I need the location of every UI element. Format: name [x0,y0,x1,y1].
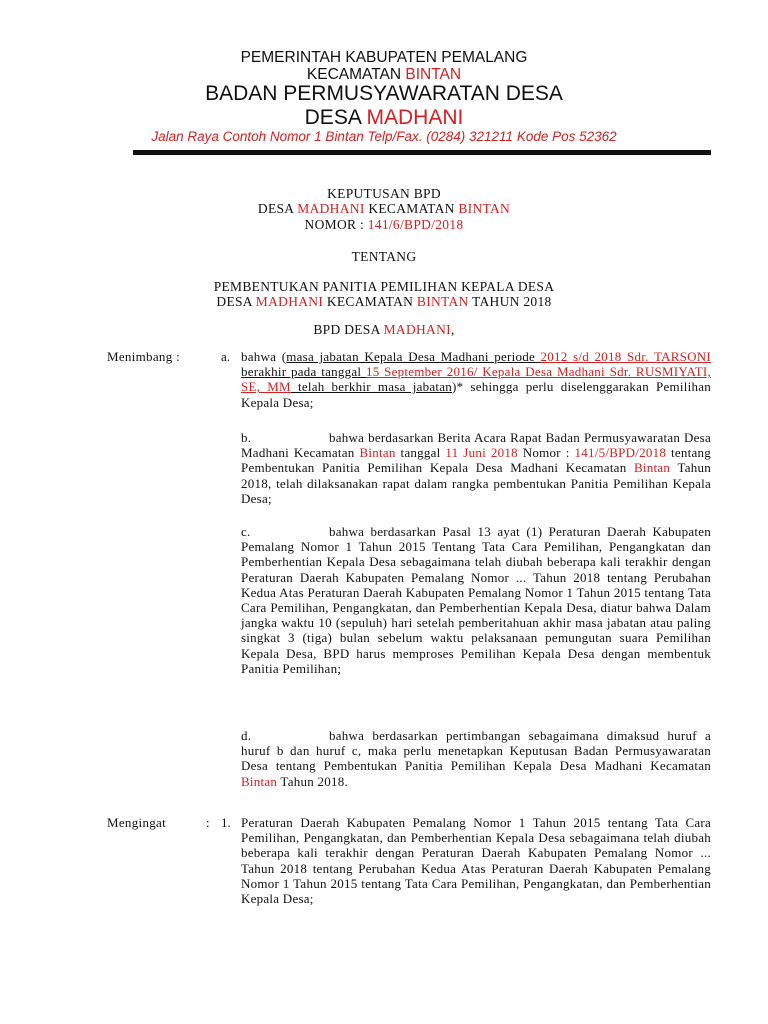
mengingat-colon: : [206,815,210,830]
mengingat-item-1: Peraturan Daerah Kabupaten Pemalang Nomor 1 Tahun 2015 tentang Tata Cara Pemilihan, Pengangkatan, dan Pemberhentian Kepala Desa sebagaimana telah diubah beberapa kali terakhir dengan Peraturan Daerah Kabupaten Pemalang Nomor ... Tahun 2018 tentang Perubahan Kedua Atas Peraturan Daerah Kabupaten Pemalang Nomor 1 Tahun 2015 tentang Tata Cara Pemilihan, Pengangkatan, dan Pemberhentian Kepala Desa; [241,815,711,907]
decree-tentang: TENTANG [351,249,417,264]
mengingat-1-marker: 1. [221,815,231,830]
menimbang-b-marker: b. [241,430,252,445]
decree-village-line: DESA MADHANI KECAMATAN BINTAN [257,201,511,216]
letterhead-agency: BADAN PERMUSYAWARATAN DESA [205,82,563,105]
menimbang-label: Menimbang : [107,349,180,364]
menimbang-a-marker: a. [221,349,231,364]
letterhead-district: KECAMATAN BINTAN [306,66,462,83]
letterhead-village: DESA MADHANI [304,106,464,129]
letterhead-government: PEMERINTAH KABUPATEN PEMALANG [240,49,528,66]
decree-issuer: BPD DESA MADHANI, [313,322,455,337]
letterhead-address: Jalan Raya Contoh Nomor 1 Bintan Telp/Fax. (0284) 321211 Kode Pos 52362 [151,129,617,144]
decree-number: NOMOR : 141/6/BPD/2018 [304,217,464,232]
decree-subject-line2: DESA MADHANI KECAMATAN BINTAN TAHUN 2018 [216,294,552,309]
menimbang-d-marker: d. [241,728,252,743]
menimbang-point-a: bahwa (masa jabatan Kepala Desa Madhani periode 2012 s/d 2018 Sdr. TARSONI berakhir pada tanggal 15 September 2016/ Kepala Desa Madhani Sdr. RUSMIYATI, SE, MM telah berkhir masa jabatan)* sehingga perlu diselenggarakan Pemilihan Kepala Desa; [241,349,711,410]
menimbang-c-marker: c. [241,524,251,539]
menimbang-point-b: b. bahwa berdasarkan Berita Acara Rapat Badan Permusyawaratan Desa Madhani Kecamatan Bintan tanggal 11 Juni 2018 Nomor : 141/5/BPD/2018 tentang Pembentukan Panitia Pemilihan Kepala Desa Madhani Kecamatan Bintan Tahun 2018, telah dilaksanakan rapat dalam rangka pembentukan Panitia Pemilihan Kepala Desa; [241,430,711,506]
letterhead-divider [133,150,711,155]
decree-subject-line1: PEMBENTUKAN PANITIA PEMILIHAN KEPALA DESA [213,279,555,294]
menimbang-point-c: c. bahwa berdasarkan Pasal 13 ayat (1) Peraturan Daerah Kabupaten Pemalang Nomor 1 Tahun 2015 Tentang Tata Cara Pemilihan, Pengangkatan dan Pemberhentian Kepala Desa sebagaimana telah diubah beberapa kali terakhir dengan Peraturan Daerah Kabupaten Pemalang Nomor ... Tahun 2018 tentang Perubahan Kedua Atas Peraturan Daerah Kabupaten Pemalang Nomor 1 Tahun 2015 tentang Tata Cara Pemilihan, Pengangkatan, dan Pemberhentian Kepala Desa, diatur bahwa Dalam jangka waktu 10 (sepuluh) hari setelah pemberitahuan akhir masa jabatan atau paling singkat 3 (tiga) bulan sebelum waktu pelaksanaan pemungutan suara Pemilihan Kepala Desa, BPD harus memproses Pemilihan Kepala Desa dengan membentuk Panitia Pemilihan; [241,524,711,676]
mengingat-label: Mengingat [107,815,167,830]
menimbang-point-d: d. bahwa berdasarkan pertimbangan sebagaimana dimaksud huruf a huruf b dan huruf c, maka perlu menetapkan Keputusan Badan Permusyawaratan Desa tentang Pembentukan Panitia Pemilihan Kepala Desa Madhani Kecamatan Bintan Tahun 2018. [241,728,711,789]
decree-title: KEPUTUSAN BPD [327,186,441,201]
